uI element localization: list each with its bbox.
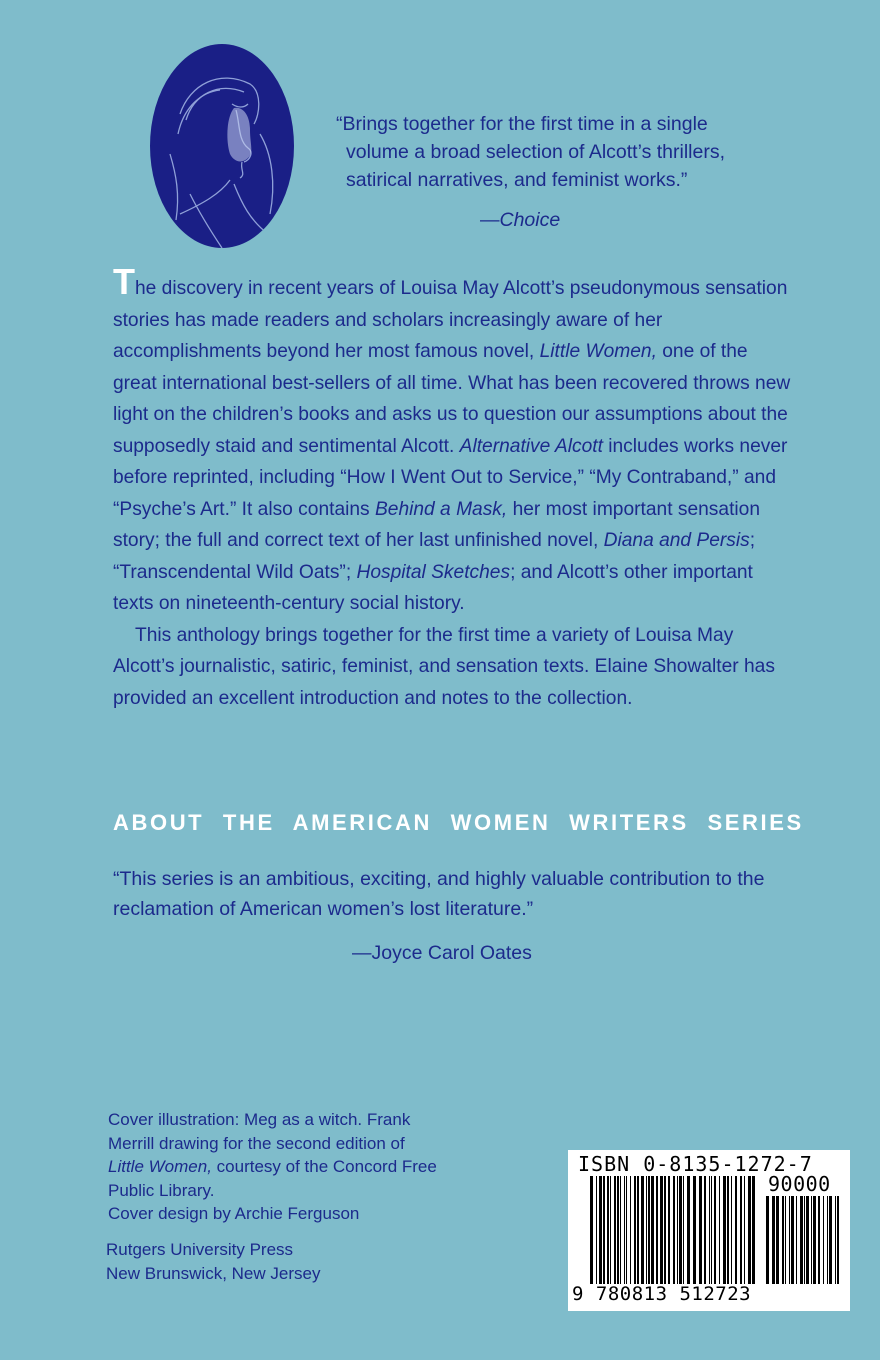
drop-cap: T (113, 261, 135, 302)
barcode-bar (599, 1176, 602, 1284)
barcode-bar (818, 1196, 820, 1284)
barcode-bar (634, 1176, 636, 1284)
barcode-bar (827, 1196, 828, 1284)
barcode-bar (711, 1176, 712, 1284)
barcode-bar (835, 1196, 836, 1284)
barcode-bar (806, 1196, 809, 1284)
barcode-bar (837, 1196, 839, 1284)
barcode-bar (617, 1176, 619, 1284)
barcode-bar (610, 1176, 611, 1284)
barcode-bar (829, 1196, 832, 1284)
barcode-bar (744, 1176, 745, 1284)
barcode-bar (704, 1176, 706, 1284)
barcode-bar (646, 1176, 647, 1284)
barcode-bar (607, 1176, 609, 1284)
barcode-bar (603, 1176, 605, 1284)
publisher-name: Rutgers University Press (106, 1240, 294, 1259)
publisher-info (106, 1238, 320, 1285)
barcode-bar (772, 1196, 775, 1284)
barcode-bar (683, 1176, 684, 1284)
barcode-bar (804, 1196, 805, 1284)
barcode-bar (673, 1176, 675, 1284)
price-code: 90000 (768, 1172, 831, 1196)
barcode-bar (823, 1196, 824, 1284)
ean-number: 9 780813 512723 (572, 1283, 752, 1305)
barcode-bar (766, 1196, 769, 1284)
barcode-bar (651, 1176, 654, 1284)
publisher-location: New Brunswick, New Jersey (106, 1263, 321, 1283)
barcode-bar (668, 1176, 670, 1284)
barcode-bar (709, 1176, 710, 1284)
barcode-bar (648, 1176, 650, 1284)
barcode-bar (719, 1176, 720, 1284)
barcode-bar (811, 1196, 812, 1284)
barcode-bar (796, 1196, 797, 1284)
description-paragraph-1: The discovery in recent years of Louisa May Alcott’s pseudonymous sensation stories has made readers and scholars increasingly aware of her accomplishments beyond her most famous novel, Little Women, one of the great international best-sellers of all time. What has been recovered throws new light on the children’s books and asks us to question our assumptions about the supposedly staid and sentimental Alcott. Alternative Alcott includes works never before reprinted, including “How I Went Out to Service,” “My Contraband,” and “Psyche’s Art.” It also contains Behind a Mask, her most important sensation story; the full and correct text of her last unfinished novel, Diana and Persis; “Transcendental Wild Oats”; Hospital Sketches; and Alcott’s other important texts on nineteenth-century social history. (113, 261, 791, 614)
barcode-bar (723, 1176, 726, 1284)
barcode-bar (630, 1176, 631, 1284)
barcode-bar (620, 1176, 621, 1284)
barcode-bar (626, 1176, 627, 1284)
credits-line-4: Public Library. (108, 1180, 215, 1200)
isbn-barcode (568, 1150, 850, 1311)
isbn-number: ISBN 0-8135-1272-7 (578, 1152, 813, 1176)
review-quote-line-2: volume a broad selection of Alcott’s thrillers, (346, 141, 725, 163)
barcode-bar (727, 1176, 729, 1284)
barcode-bar (660, 1176, 663, 1284)
barcode-bar (714, 1176, 716, 1284)
barcode-bar (789, 1196, 790, 1284)
barcode-bar (731, 1176, 732, 1284)
portrait-illustration (150, 44, 294, 248)
review-quote (336, 110, 786, 194)
barcode-bar (813, 1196, 816, 1284)
barcode-bar (590, 1176, 593, 1284)
barcode-bar (624, 1176, 625, 1284)
review-quote-line-3: satirical narratives, and feminist works.” (346, 169, 688, 191)
barcode-bar (699, 1176, 702, 1284)
barcode-bar (679, 1176, 682, 1284)
barcode-bar (677, 1176, 678, 1284)
credits-line-5: Cover design by Archie Ferguson (108, 1204, 360, 1223)
barcode-bar (791, 1196, 794, 1284)
series-quote: “This series is an ambitious, exciting, and highly valuable contribution to the reclamation of American women’s lost literature.” (113, 868, 765, 920)
series-quote-source: —Joyce Carol Oates (352, 942, 532, 964)
ean-barcode-bars (590, 1176, 760, 1284)
addon-barcode-bars (766, 1196, 842, 1284)
review-quote-line-1: “Brings together for the first time in a single (336, 113, 708, 135)
barcode-bar (740, 1176, 742, 1284)
barcode-bar (614, 1176, 616, 1284)
review-source: —Choice (480, 209, 561, 231)
description-paragraph-2: This anthology brings together for the first time a variety of Louisa May Alcott’s journalistic, satiric, feminist, and sensation texts. Elaine Showalter has provided an excellent introduction and notes to the collection. (113, 624, 775, 709)
barcode-bar (800, 1196, 803, 1284)
barcode-bar (752, 1176, 755, 1284)
credits-line-2: Merrill drawing for the second edition of (108, 1133, 405, 1153)
credits-line-3: Little Women, courtesy of the Concord Free (108, 1157, 437, 1176)
barcode-bar (785, 1196, 786, 1284)
review-source-name: Choice (499, 209, 561, 231)
series-heading: ABOUT THE AMERICAN WOMEN WRITERS SERIES (113, 810, 804, 835)
barcode-bar (637, 1176, 639, 1284)
barcode-bar (664, 1176, 666, 1284)
barcode-bar (596, 1176, 597, 1284)
barcode-bar (656, 1176, 658, 1284)
barcode-bar (776, 1196, 779, 1284)
barcode-bar (748, 1176, 751, 1284)
barcode-bar (687, 1176, 690, 1284)
barcode-bar (641, 1176, 644, 1284)
barcode-bar (782, 1196, 784, 1284)
barcode-bar (735, 1176, 737, 1284)
barcode-bar (693, 1176, 696, 1284)
credits-line-1: Cover illustration: Meg as a witch. Frank (108, 1110, 411, 1129)
book-description (113, 261, 793, 714)
cover-credits (108, 1108, 528, 1226)
